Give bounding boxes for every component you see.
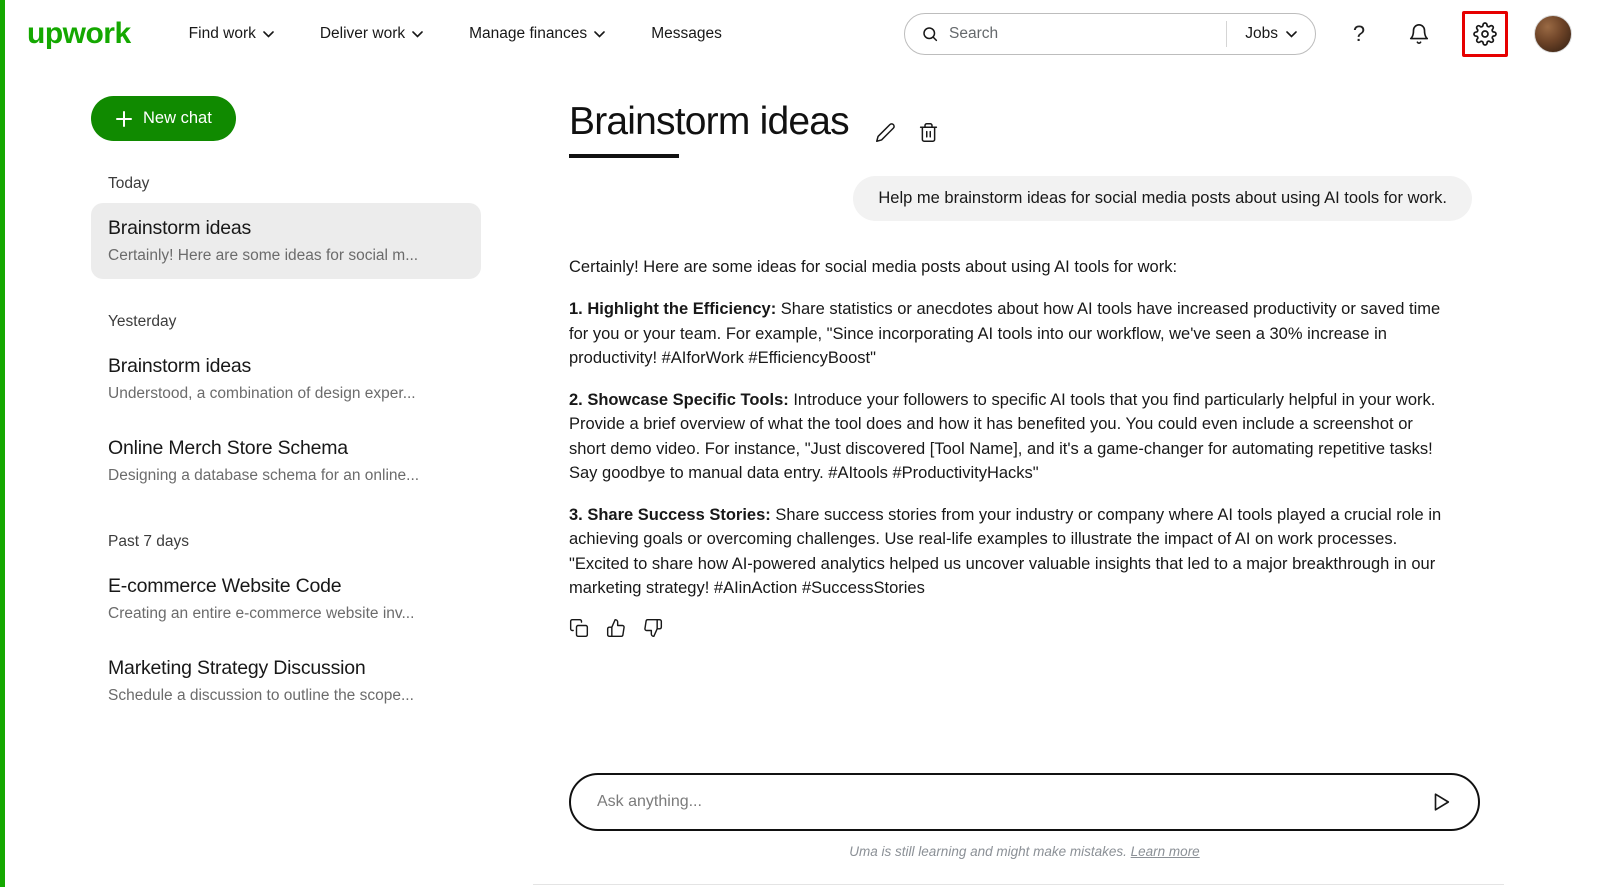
plus-icon [115,110,133,128]
search-input-area[interactable] [905,25,1226,43]
settings-button[interactable] [1470,19,1500,49]
assistant-intro: Certainly! Here are some ideas for social media posts about using AI tools for work: [569,258,1178,276]
thumbs-down-button[interactable] [643,618,663,638]
nav-find-work[interactable]: Find work [189,25,274,43]
chat-main-area [533,68,1600,887]
chat-history-item[interactable]: Marketing Strategy Discussion Schedule a discussion to outline the scope... [108,657,414,704]
chat-history-item[interactable]: Brainstorm ideas Understood, a combination of design exper... [108,355,416,402]
assistant-point-1: 1. Highlight the Efficiency: Share statistics or anecdotes about how AI tools have increased productivity or saved time for you or your team. For example, "Since incorporating AI tools into our workflow, we've seen a 30% increase in productivity! #AIforWork #EfficiencyBoost" [569,300,1441,367]
nav-manage-finances[interactable]: Manage finances [469,25,605,43]
send-icon [1430,791,1452,813]
search-placeholder: Search [949,25,999,42]
chevron-down-icon [412,31,423,38]
upwork-logo[interactable]: upwork [27,17,131,50]
section-past-7-days [91,533,481,719]
uma-disclaimer: Uma is still learning and might make mistakes. Learn more [849,844,1200,859]
pencil-icon [875,122,896,143]
title-underline [569,154,679,158]
user-message-bubble: Help me brainstorm ideas for social media posts about using AI tools for work. [853,176,1472,221]
message-thread [569,176,1472,638]
section-title: Yesterday [108,313,177,330]
primary-nav [189,25,722,43]
bell-icon [1408,23,1430,45]
gear-icon [1473,22,1497,46]
search-icon [921,25,939,43]
nav-deliver-work[interactable]: Deliver work [320,25,423,43]
chat-title-row [569,100,1472,158]
settings-highlight-box [1462,11,1508,57]
chevron-down-icon [594,31,605,38]
search-scope-dropdown[interactable]: Jobs [1227,25,1315,43]
top-navigation-bar [5,0,1600,68]
copy-icon [569,618,589,638]
title-actions [875,116,939,143]
copy-button[interactable] [569,618,589,638]
section-title: Today [108,175,150,192]
chat-history-sidebar [5,68,533,887]
chat-history-item[interactable]: Brainstorm ideas Certainly! Here are some ideas for social m... [91,203,481,279]
chat-title: Brainstorm ideas [569,100,849,143]
section-yesterday [91,313,481,499]
chat-history-item[interactable]: Online Merch Store Schema Designing a database schema for an online... [108,437,420,484]
chat-history-item[interactable]: E-commerce Website Code Creating an entire e-commerce website inv... [108,575,415,622]
trash-icon [918,122,939,143]
delete-chat-button[interactable] [918,122,939,143]
page-body [5,68,1600,887]
edit-title-button[interactable] [875,122,896,143]
thumbs-up-button[interactable] [606,618,626,638]
help-icon: ? [1352,21,1366,46]
learn-more-link[interactable]: Learn more [1130,844,1200,859]
help-button[interactable] [1342,17,1376,51]
topbar-right-cluster [904,11,1572,57]
assistant-point-3: 3. Share Success Stories: Share success stories from your industry or company where AI tools played a crucial role in achieving goals or overcoming challenges. Use real-life examples to illustrate the impact of AI on work processes. "Excited to share how AI-powered analytics helped us uncover valuable insights that led to a major breakthrough in our marketing strategy! #AIinAction #SuccessStories [569,506,1442,597]
message-composer [569,773,1480,831]
section-title: Past 7 days [108,533,189,550]
user-message-row [569,176,1472,221]
section-today [91,175,481,279]
assistant-point-2: 2. Showcase Specific Tools: Introduce your followers to specific AI tools that you find particularly helpful in your work. Provide a brief overview of what the tool does and how it has benefited you. You could even include a screenshot or short demo video. For instance, "Just discovered [Tool Name], and it's a game-changer for automating repetitive tasks! Say goodbye to manual data entry. #AItools #ProductivityHacks" [569,391,1436,482]
send-button[interactable] [1430,791,1452,813]
bottom-divider [533,884,1504,885]
chat-input[interactable] [597,793,1430,811]
message-actions [569,618,1472,638]
thumbs-down-icon [643,618,663,638]
chevron-down-icon [263,31,274,38]
new-chat-button[interactable]: New chat [91,96,236,141]
notifications-button[interactable] [1402,17,1436,51]
user-avatar[interactable] [1534,15,1572,53]
chevron-down-icon [1286,31,1297,38]
global-search [904,13,1316,55]
assistant-message [569,255,1449,600]
nav-messages[interactable]: Messages [651,25,722,42]
thumbs-up-icon [606,618,626,638]
